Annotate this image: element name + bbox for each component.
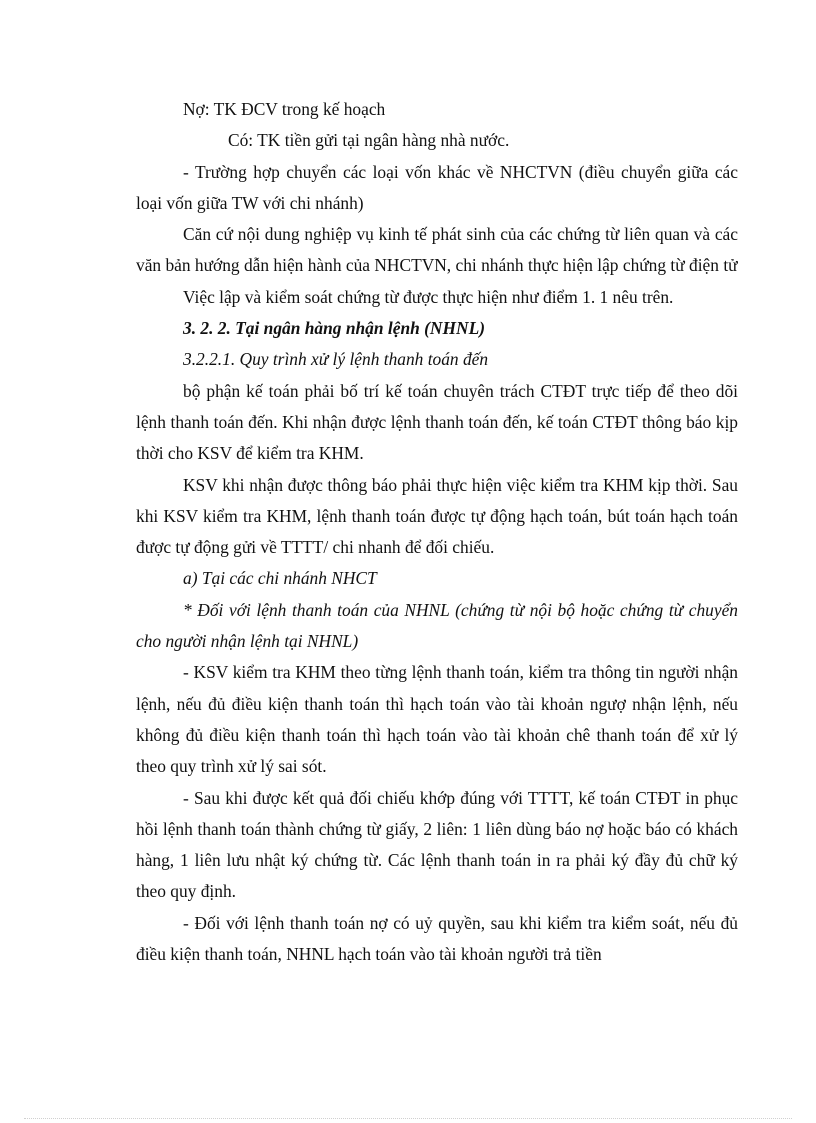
heading-nhnl-orders: * Đối với lệnh thanh toán của NHNL (chứng từ nội bộ hoặc chứng từ chuyển cho người nhận lệnh tại NHNL) xyxy=(136,599,738,652)
paragraph-control: Việc lập và kiểm soát chứng từ được thực hiện như điểm 1. 1 nêu trên. xyxy=(183,286,674,307)
paragraph-ksv-check: KSV khi nhận được thông báo phải thực hiện việc kiểm tra KHM kịp thời. Sau khi KSV kiểm tra KHM, lệnh thanh toán được tự động hạch toán, bút toán hạch toán được tự động gửi về TTTT/ chi nhanh để đối chiếu. xyxy=(136,474,738,558)
document-body xyxy=(136,94,738,970)
heading-branches: a) Tại các chi nhánh NHCT xyxy=(183,568,377,589)
paragraph-authorized-debit: - Đối với lệnh thanh toán nợ có uỷ quyền, sau khi kiểm tra kiểm soát, nếu đủ điều kiện thanh toán, NHNL hạch toán vào tài khoản người trả tiền xyxy=(136,912,738,965)
paragraph-ksv-verify: - KSV kiểm tra KHM theo từng lệnh thanh toán, kiểm tra thông tin người nhận lệnh, nếu đủ điều kiện thanh toán thì hạch toán vào tài khoản ngượ nhận lệnh, nếu không đủ điều kiện thanh toán thì hạch toán vào tài khoản chê thanh toán để xử lý theo quy trình xử lý sai sót. xyxy=(136,662,738,777)
page-bottom-divider xyxy=(24,1118,792,1119)
paragraph-accounting-staff: bộ phận kế toán phải bố trí kế toán chuyên trách CTĐT trực tiếp để theo dõi lệnh thanh toán đến. Khi nhận được lệnh thanh toán đến, kế toán CTĐT thông báo kịp thời cho KSV để kiểm tra KHM. xyxy=(136,380,738,464)
paragraph-basis: Căn cứ nội dung nghiệp vụ kinh tế phát sinh của các chứng từ liên quan và các văn bản hướng dẫn hiện hành của NHCTVN, chi nhánh thực hiện lập chứng từ điện tử xyxy=(136,224,738,276)
section-heading-3-2-2: 3. 2. 2. Tại ngân hàng nhận lệnh (NHNL) xyxy=(183,318,485,339)
debit-entry-line: Nợ: TK ĐCV trong kế hoạch xyxy=(183,99,386,119)
paragraph-reconciliation: - Sau khi được kết quả đối chiếu khớp đúng với TTTT, kế toán CTĐT in phục hồi lệnh thanh toán thành chứng từ giấy, 2 liên: 1 liên dùng báo nợ hoặc báo có khách hàng, 1 liên lưu nhật ký chứng từ. Các lệnh thanh toán in ra phải ký đầy đủ chữ ký theo quy định. xyxy=(136,787,738,902)
paragraph-capital-transfer: - Trường hợp chuyển các loại vốn khác về NHCTVN (điều chuyển giữa các loại vốn giữa TW với chi nhánh) xyxy=(136,161,738,213)
subsection-heading-3-2-2-1: 3.2.2.1. Quy trình xử lý lệnh thanh toán đến xyxy=(183,349,489,370)
credit-entry-line: Có: TK tiền gửi tại ngân hàng nhà nước. xyxy=(228,130,510,151)
